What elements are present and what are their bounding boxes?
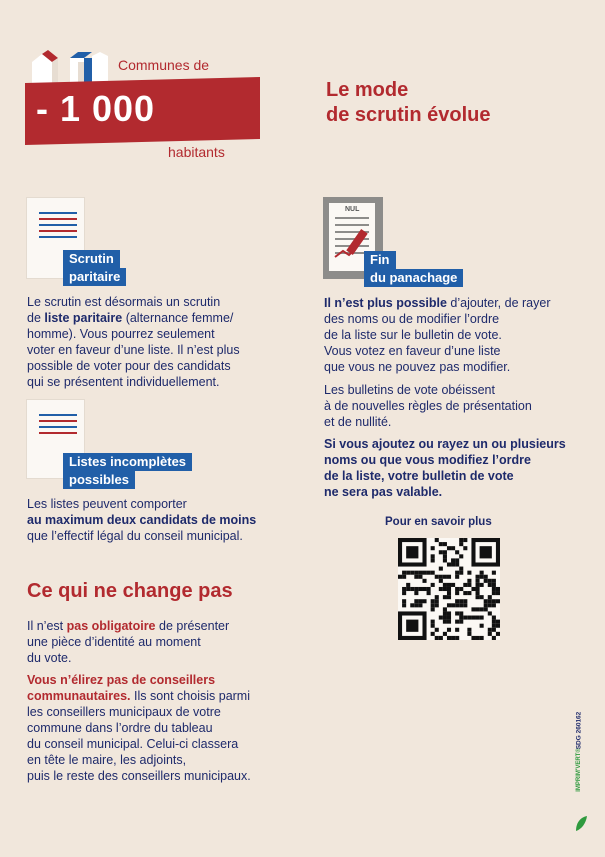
text-line: et de nullité.: [324, 415, 392, 429]
text-line: communautaires. Ils sont choisis parmi: [27, 689, 250, 703]
text-line: au maximum deux candidats de moins: [27, 513, 257, 527]
header-bottom-label: habitants: [168, 144, 225, 160]
text-line: puis le reste des conseillers municipaux.: [27, 769, 251, 783]
text-line: Les bulletins de vote obéissent: [324, 383, 495, 397]
header-top-label: Communes de: [118, 57, 210, 73]
leaf-icon: [574, 815, 588, 833]
text-line: que l’effectif légal du conseil municipal.: [27, 529, 243, 543]
nul-label: NUL: [345, 206, 360, 213]
text-line: du conseil municipal. Celui-ci classera: [27, 737, 239, 751]
text-line: homme). Vous pourrez seulement: [27, 327, 215, 341]
page-title-line2: de scrutin évolue: [326, 104, 491, 126]
listes-paragraph: [27, 496, 297, 544]
unchanged-paragraph-1: [27, 618, 297, 666]
text-line: des noms ou de modifier l’ordre: [324, 312, 500, 326]
text-line: Les listes peuvent comporter: [27, 497, 187, 511]
text-line: possible de voter pour des candidats: [27, 359, 231, 373]
tag-panachage-line2: du panachage: [364, 269, 463, 287]
text-line: de la liste sur le bulletin de vote.: [324, 328, 502, 342]
panachage-paragraph-3: [324, 436, 589, 500]
text-line: du vote.: [27, 651, 72, 665]
unchanged-paragraph-2: [27, 672, 302, 784]
more-info-label: Pour en savoir plus: [385, 516, 492, 528]
tag-listes-line1: Listes incomplètes: [63, 453, 192, 471]
text-line: les conseillers municipaux de votre: [27, 705, 221, 719]
panachage-paragraph-2: [324, 382, 589, 430]
imprimvert-logo: [572, 711, 598, 835]
imprimvert-text: IMPRIM'VERT®: [576, 748, 582, 792]
text-line: voter en faveur d’une liste. Il n’est plus: [27, 343, 240, 357]
text-line: que vous ne pouvez pas modifier.: [324, 360, 511, 374]
text-line: ne sera pas valable.: [324, 485, 443, 499]
text-line: à de nouvelles règles de présentation: [324, 399, 532, 413]
text-line: Il n’est pas obligatoire de présenter: [27, 619, 230, 633]
text-line: qui se présentent individuellement.: [27, 375, 220, 389]
text-line: de liste paritaire (alternance femme/: [27, 311, 234, 325]
page-title-line1: Le mode: [326, 79, 409, 101]
scrutin-paragraph: [27, 294, 297, 390]
text-line: Vous n’élirez pas de conseillers: [27, 673, 216, 687]
text-line: Le scrutin est désormais un scrutin: [27, 295, 221, 309]
text-line: noms ou que vous modifiez l’ordre: [324, 453, 531, 467]
sdg-code: SDG 260162: [575, 711, 583, 750]
text-line: Il n’est plus possible d’ajouter, de rayer: [324, 296, 551, 310]
panachage-paragraph-1: [324, 295, 589, 375]
tag-panachage-line1: Fin: [364, 251, 396, 269]
tag-scrutin-line2: paritaire: [63, 268, 126, 286]
qr-code[interactable]: [398, 538, 500, 640]
text-line: Vous votez en faveur d’une liste: [324, 344, 501, 358]
text-line: de la liste, votre bulletin de vote: [324, 469, 514, 483]
tag-scrutin-line1: Scrutin: [63, 250, 120, 268]
header-number: - 1 000: [36, 88, 156, 129]
tag-listes-line2: possibles: [63, 471, 135, 489]
text-line: Si vous ajoutez ou rayez un ou plusieurs: [324, 437, 566, 451]
text-line: une pièce d’identité au moment: [27, 635, 201, 649]
text-line: en tête le maire, les adjoints,: [27, 753, 187, 767]
text-line: commune dans l’ordre du tableau: [27, 721, 213, 735]
unchanged-title: Ce qui ne change pas: [27, 580, 233, 602]
